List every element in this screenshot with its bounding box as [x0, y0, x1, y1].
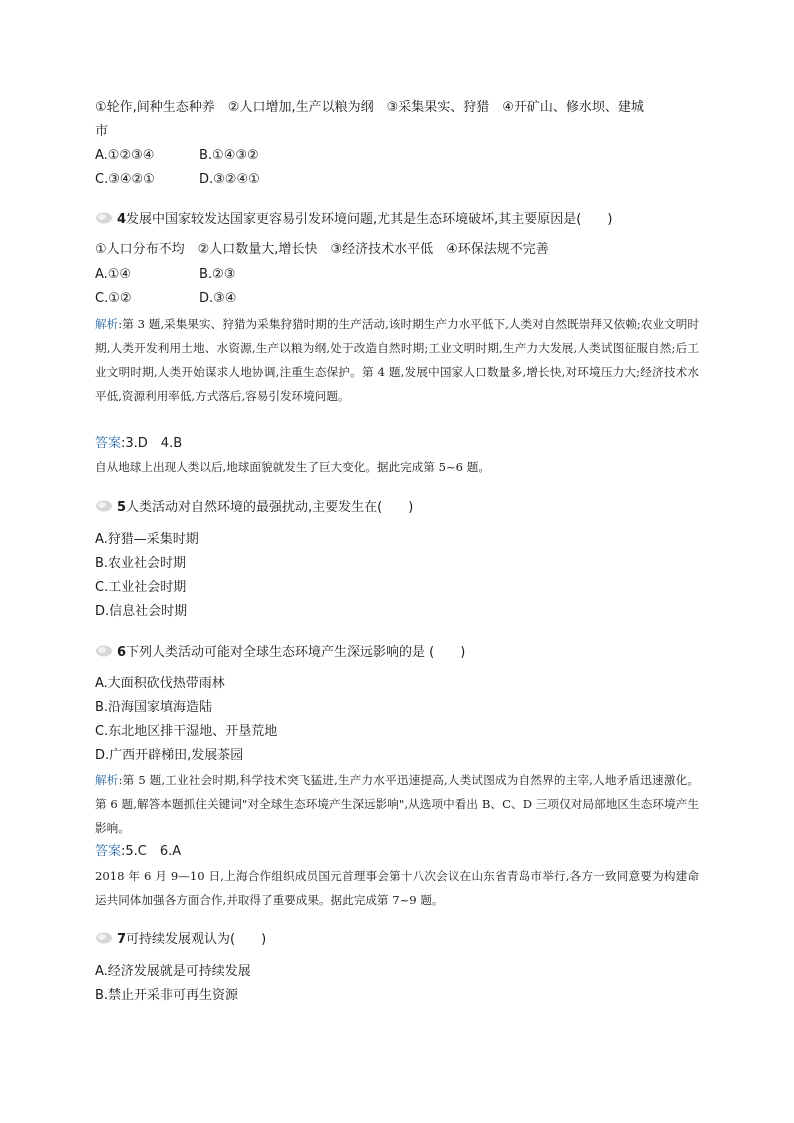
q7-option-a: A.经济发展就是可持续发展: [95, 964, 251, 979]
analysis-label: 解析: [95, 317, 119, 331]
q3-items: ①轮作,间种生态种养 ②人口增加,生产以粮为纲 ③采集果实、狩猎 ④开矿山、修水坝、建城: [95, 100, 644, 115]
answer-label: 答案: [95, 844, 122, 859]
q5-option-a: A.狩猎—采集时期: [95, 532, 199, 547]
q6-number: 6: [117, 645, 127, 660]
q7-option-b: B.禁止开采非可再生资源: [95, 988, 239, 1003]
answer-q3-q4: [95, 434, 182, 454]
answer-value: :5.C 6.A: [121, 844, 182, 859]
analysis-text: :第 5 题,工业社会时期,科学技术突飞猛进,生产力水平迅速提高,人类试图成为自然界的主宰,人地矛盾迅速激化。第 6 题,解答本题抓住关键词"对全球生态环境产生深远影响",从选项中看出 B、C、D 三项仅对局部地区生态环境产生影响。: [95, 773, 699, 835]
q3-option-a: A.①②③④: [95, 148, 155, 163]
q4-stem-line: [95, 210, 612, 230]
q6-option-b: B.沿海国家填海造陆: [95, 700, 213, 715]
q4-items: ①人口分布不均 ②人口数量大,增长快 ③经济技术水平低 ④环保法规不完善: [95, 242, 549, 257]
q4-option-c: C.①②: [95, 291, 132, 306]
question-marker-icon: [95, 645, 113, 657]
q3-options-row-1: [95, 146, 259, 166]
q6-option-d: D.广西开辟梯田,发展茶园: [95, 748, 244, 763]
q5-stem-line: [95, 498, 413, 518]
answer-value: :3.D 4.B: [121, 436, 183, 451]
q4-option-b: B.②③: [199, 267, 236, 282]
q7-stem: 可持续发展观认为( ): [126, 932, 267, 947]
intro-q5-q6: 自从地球上出现人类以后,地球面貌就发生了巨大变化。据此完成第 5~6 题。: [95, 460, 490, 474]
q7-number: 7: [117, 932, 127, 947]
analysis-label: 解析: [95, 773, 119, 787]
q4-option-d: D.③④: [199, 291, 237, 306]
q4-options-row-2: [95, 289, 236, 309]
q5-option-d: D.信息社会时期: [95, 604, 188, 619]
q5-option-c: C.工业社会时期: [95, 580, 187, 595]
q7-stem-line: [95, 930, 266, 950]
intro-q7-q9: 2018 年 6 月 9—10 日,上海合作组织成员国元首理事会第十八次会议在山东省青岛市举行,各方一致同意要为构建命运共同体加强各方面合作,并取得了重要成果。据此完成第 7~9 题。: [95, 869, 699, 907]
q3-options-row-2: [95, 170, 260, 190]
q4-options-row-1: [95, 265, 235, 285]
analysis-text: :第 3 题,采集果实、狩猎为采集狩猎时期的生产活动,该时期生产力水平低下,人类对自然既崇拜又依赖;农业文明时期,人类开发利用土地、水资源,生产以粮为纲,处于改造自然时期;工业文明时期,生产力大发展,人类试图征服自然;后工业文明时期,人类开始谋求人地协调,注重生态保护。第 4 题,发展中国家人口数量多,增长快,对环境压力大;经济技术水平低,资源利用率低,方式落后,容易引发环境问题。: [95, 317, 699, 403]
q4-number: 4: [117, 212, 127, 227]
q4-stem: 发展中国家较发达国家更容易引发环境问题,尤其是生态环境破坏,其主要原因是( ): [126, 212, 613, 227]
q3-option-c: C.③④②①: [95, 172, 155, 187]
q4-option-a: A.①④: [95, 267, 132, 282]
answer-label: 答案: [95, 436, 122, 451]
answer-q5-q6: [95, 842, 181, 862]
q6-option-c: C.东北地区排干湿地、开垦荒地: [95, 724, 278, 739]
q5-number: 5: [117, 500, 127, 515]
analysis-q3-q4: [95, 312, 699, 408]
question-marker-icon: [95, 932, 113, 944]
q3-option-b: B.①④③②: [199, 148, 259, 163]
q6-stem-line: [95, 643, 465, 663]
question-marker-icon: [95, 500, 113, 512]
q3-option-d: D.③②④①: [199, 172, 260, 187]
q6-stem: 下列人类活动可能对全球生态环境产生深远影响的是 ( ): [126, 645, 466, 660]
q3-items-wrap: 市: [95, 124, 109, 139]
q5-option-b: B.农业社会时期: [95, 556, 187, 571]
q5-stem: 人类活动对自然环境的最强扰动,主要发生在( ): [126, 500, 414, 515]
question-marker-icon: [95, 212, 113, 224]
analysis-q5-q6: [95, 768, 699, 840]
q6-option-a: A.大面积砍伐热带雨林: [95, 676, 225, 691]
